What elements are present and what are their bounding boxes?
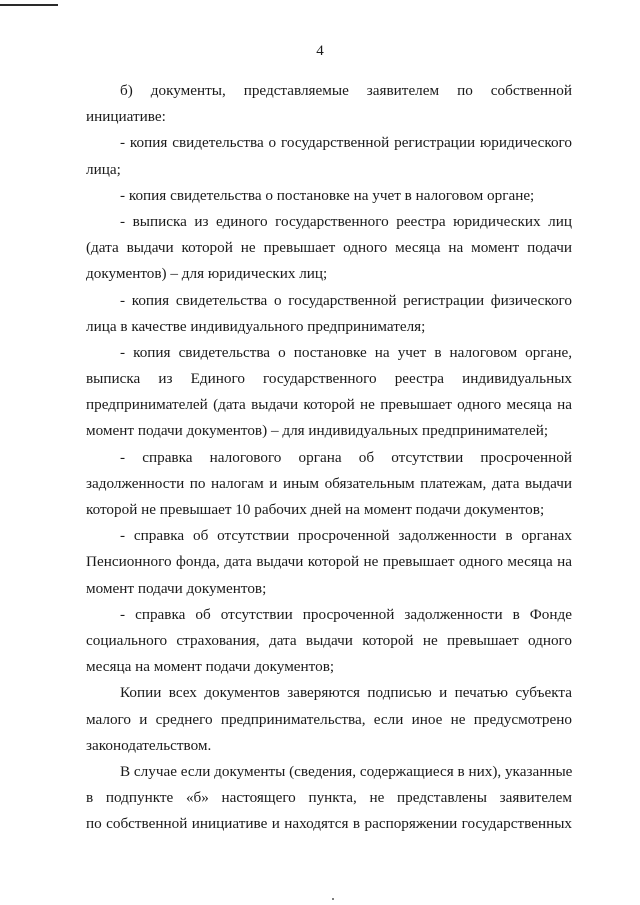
page-number: 4 (316, 43, 324, 59)
text-line: месяца на момент подачи документов; (86, 658, 335, 676)
text-line: инициативе: (86, 108, 166, 126)
paragraph (86, 340, 572, 445)
text-line: - выписка из единого государственного реестра юридических лиц (120, 212, 572, 230)
text-line: лица в качестве индивидуального предпринимателя; (86, 317, 426, 335)
corner-rule-mark (0, 4, 58, 6)
text-line: - копия свидетельства о постановке на учет в налоговом органе, (120, 343, 572, 361)
paragraph (86, 183, 572, 209)
scan-speck (332, 898, 334, 900)
paragraph (86, 759, 572, 838)
text-line: выписка из Единого государственного реестра индивидуальных (86, 370, 572, 388)
text-line: малого и среднего предпринимательства, если иное не предусмотрено (86, 710, 572, 728)
text-line: Пенсионного фонда, дата выдачи которой не превышает одного месяца на (86, 553, 572, 571)
text-line: - копия свидетельства о постановке на учет в налоговом органе; (120, 186, 535, 204)
text-line: которой не превышает 10 рабочих дней на момент подачи документов; (86, 501, 545, 518)
text-line: задолженности по налогам и иным обязательным платежам, дата выдачи (86, 474, 572, 492)
text-line: социального страхования, дата выдачи которой не превышает одного (86, 631, 572, 649)
text-line: по собственной инициативе и находятся в распоряжении государственных (86, 815, 572, 833)
paragraph (86, 445, 572, 524)
paragraph (86, 602, 572, 681)
paragraph (86, 130, 572, 182)
text-line: В случае если документы (сведения, содержащиеся в них), указанные (120, 762, 573, 780)
text-line: - справка налогового органа об отсутствии просроченной (120, 448, 572, 466)
text-line: предпринимателей (дата выдачи которой не превышает одного месяца на (86, 396, 572, 414)
text-line: (дата выдачи которой не превышает одного месяца на момент подачи (86, 239, 572, 257)
paragraph (86, 209, 572, 288)
paragraph (86, 523, 572, 602)
document-body (86, 78, 572, 837)
text-line: лица; (86, 160, 121, 178)
text-line: законодательством. (86, 736, 212, 754)
text-line: - справка об отсутствии просроченной задолженности в органах (120, 527, 572, 545)
text-line: - копия свидетельства о государственной регистрации физического (120, 291, 572, 309)
text-line: - копия свидетельства о государственной регистрации юридического (120, 134, 572, 152)
paragraph (86, 680, 572, 759)
text-line: в подпункте «б» настоящего пункта, не представлены заявителем (86, 789, 572, 807)
paragraph (86, 288, 572, 340)
text-line: момент подачи документов) – для индивидуальных предпринимателей; (86, 422, 549, 440)
text-line: момент подачи документов; (86, 579, 267, 597)
text-line: - справка об отсутствии просроченной задолженности в Фонде (120, 605, 572, 623)
text-line: б) документы, представляемые заявителем по собственной (120, 82, 572, 99)
text-line: Копии всех документов заверяются подписью и печатью субъекта (120, 684, 572, 702)
text-line: документов) – для юридических лиц; (86, 265, 328, 283)
paragraph (86, 78, 572, 130)
